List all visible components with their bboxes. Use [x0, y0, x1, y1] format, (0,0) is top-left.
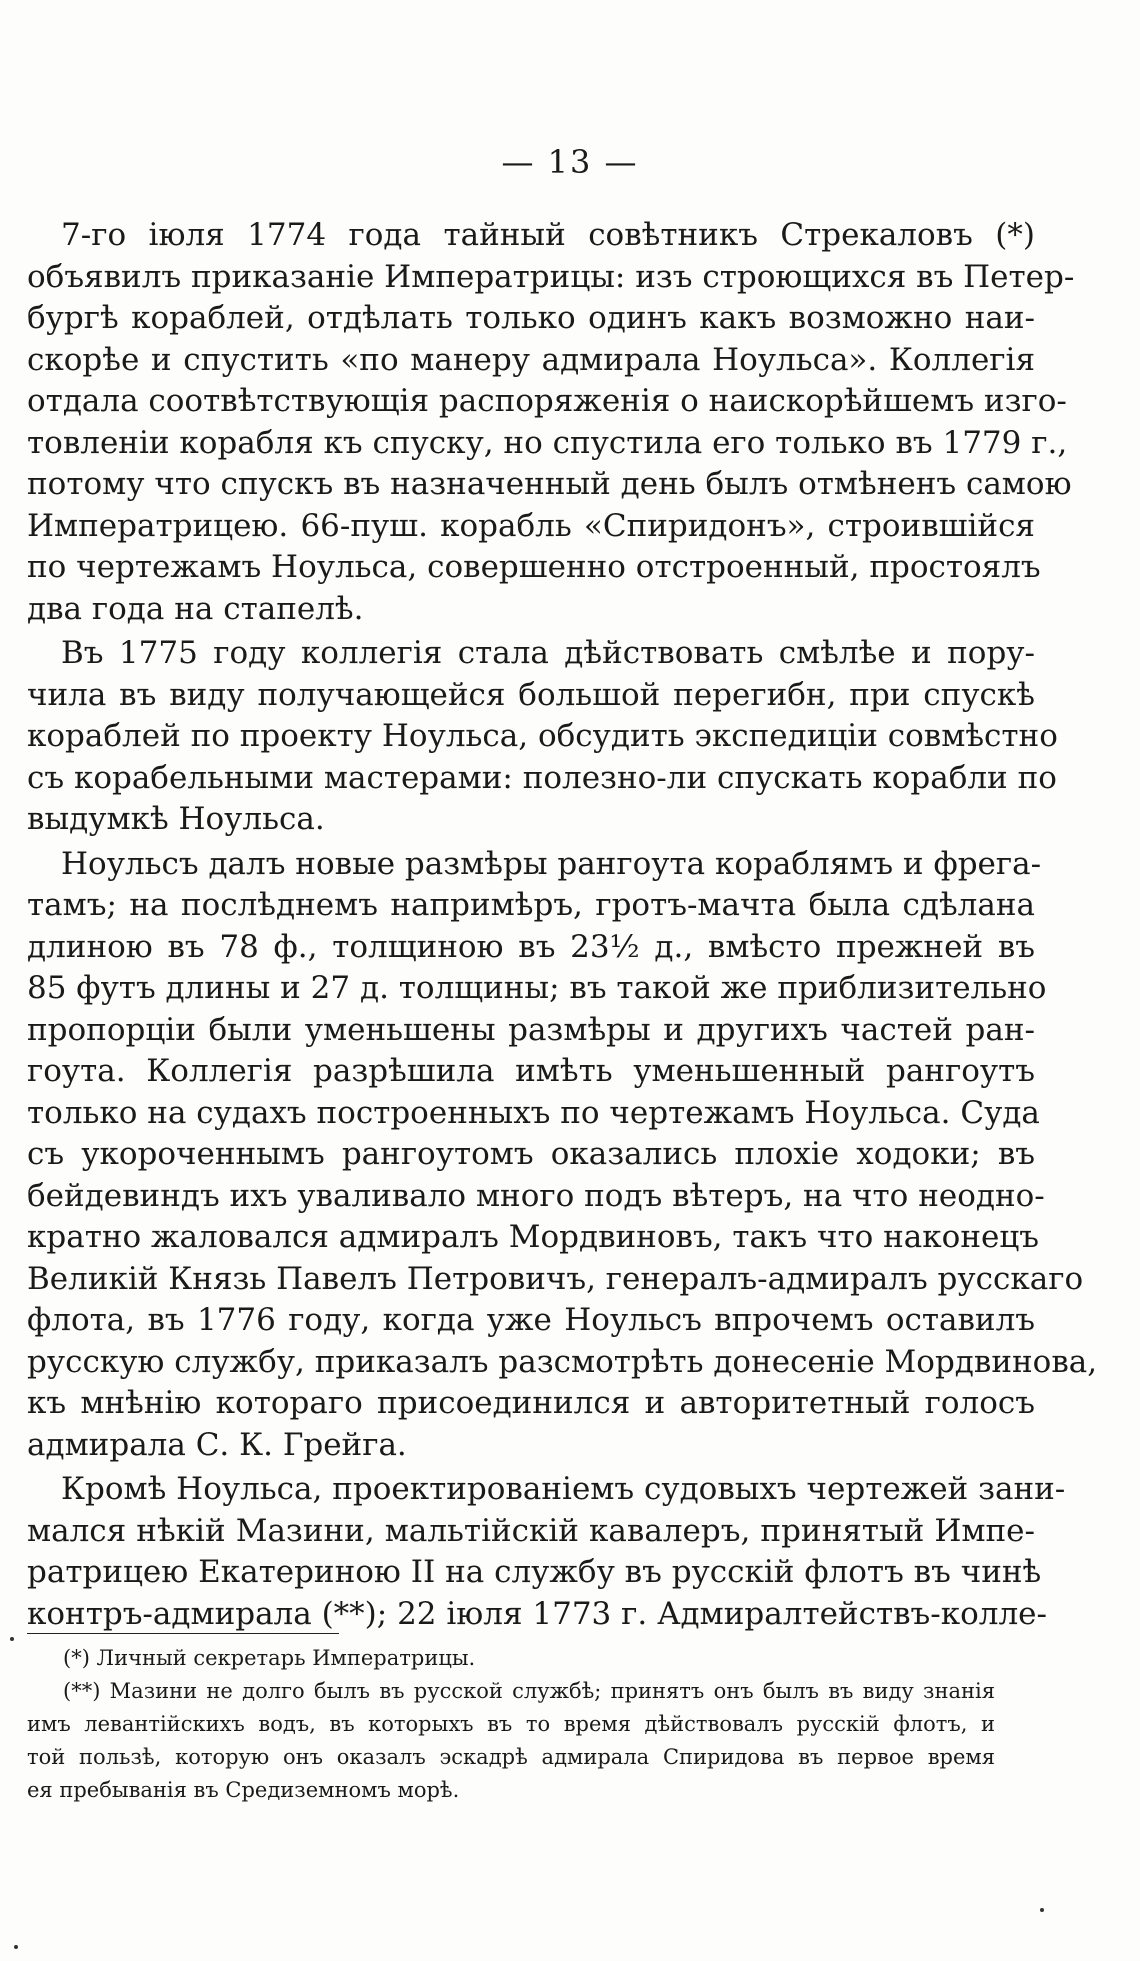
- footnote-line: (**) Мазини не долго былъ въ русской службѣ; принятъ онъ былъ въ виду знанія: [63, 1679, 995, 1703]
- page-number: — 13 —: [501, 143, 639, 181]
- text-line: чила въ виду получающейся большой перегибн, при спускѣ: [27, 676, 1035, 713]
- text-line: пропорціи были уменьшены размѣры и другихъ частей ран-: [27, 1011, 1035, 1048]
- print-speck: [10, 1637, 14, 1641]
- text-line: объявилъ приказаніе Императрицы: изъ строющихся въ Петер-: [27, 258, 1075, 295]
- text-line: Кромѣ Ноульса, проектированіемъ судовыхъ чертежей зани-: [61, 1471, 1066, 1507]
- footnote-line: той пользѣ, которую онъ оказалъ эскадрѣ адмирала Спиридова въ первое время: [27, 1745, 995, 1769]
- footnote: [27, 1642, 995, 1675]
- text-line: два года на стапелѣ.: [27, 590, 364, 627]
- text-line: длиною въ 78 ф., толщиною въ 23½ д., вмѣсто прежней въ: [27, 928, 1035, 965]
- text-line: Великій Князь Павелъ Петровичъ, генералъ-адмиралъ русскаго: [27, 1260, 1084, 1297]
- main-text: [27, 215, 1098, 1635]
- text-line: по чертежамъ Ноульса, совершенно отстроенный, простоялъ: [27, 549, 1041, 585]
- text-line: тамъ; на послѣднемъ напримѣръ, гротъ-мачта была сдѣлана: [27, 887, 1035, 923]
- text-line: выдумкѣ Ноульса.: [27, 801, 325, 837]
- text-line: мался нѣкій Мазини, мальтійскій кавалеръ, принятый Импе-: [27, 1512, 1035, 1549]
- text-line: ратрицею Екатериною II на службу въ русскій флотъ въ чинѣ: [27, 1554, 1042, 1590]
- text-line: Императрицею. 66-пуш. корабль «Спиридонъ», строившійся: [27, 507, 1035, 544]
- text-line: флота, въ 1776 году, когда уже Ноульсъ впрочемъ оставилъ: [27, 1302, 1035, 1338]
- text-line: Въ 1775 году коллегія стала дѣйствовать смѣлѣе и пору-: [61, 635, 1035, 671]
- paragraph: [27, 633, 1058, 841]
- text-line: съ корабельными мастерами: полезно-ли спускать корабли по: [27, 759, 1057, 796]
- text-line: гоута. Коллегія разрѣшила имѣть уменьшенный рангоутъ: [27, 1053, 1035, 1089]
- text-line: Ноульсъ далъ новые размѣры рангоута кораблямъ и фрега-: [61, 845, 1042, 882]
- footnote-line: имъ левантійскихъ водъ, въ которыхъ въ то время дѣйствовалъ русскій флотъ, и: [27, 1712, 995, 1736]
- text-line: только на судахъ построенныхъ по чертежамъ Ноульса. Суда: [27, 1094, 1040, 1131]
- text-line: къ мнѣнію котораго присоединился и авторитетный голосъ: [27, 1385, 1035, 1421]
- footnote-line: ея пребыванія въ Средиземномъ морѣ.: [27, 1778, 460, 1802]
- paragraph: [27, 1469, 1066, 1635]
- text-line: контръ-адмирала (**); 22 іюля 1773 г. Адмиралтействъ-колле-: [27, 1595, 1048, 1632]
- text-line: 85 футъ длины и 27 д. толщины; въ такой же приблизительно: [27, 970, 1047, 1006]
- text-line: 7-го іюля 1774 года тайный совѣтникъ Стрекаловъ (*): [61, 217, 1035, 253]
- paragraph: [27, 215, 1075, 630]
- text-line: кораблей по проекту Ноульса, обсудить экспедиціи совмѣстно: [27, 718, 1058, 754]
- print-speck: [1040, 1908, 1044, 1912]
- text-line: отдала соотвѣтствующія распоряженія о наискорѣйшемъ изго-: [27, 383, 1067, 419]
- text-line: съ укороченнымъ рангоутомъ оказались плохіе ходоки; въ: [27, 1136, 1035, 1172]
- text-line: товленіи корабля къ спуску, но спустила его только въ 1779 г.,: [27, 424, 1068, 461]
- text-line: потому что спускъ въ назначенный день былъ отмѣненъ самою: [27, 466, 1072, 502]
- text-line: бейдевиндъ ихъ уваливало много подъ вѣтеръ, на что неодно-: [27, 1177, 1045, 1214]
- text-line: скорѣе и спустить «по манеру адмирала Ноульса». Коллегія: [27, 341, 1035, 378]
- footnote-separator: [27, 1633, 339, 1634]
- text-line: адмирала С. К. Грейга.: [27, 1426, 407, 1463]
- text-line: русскую службу, приказалъ разсмотрѣть донесеніе Мордвинова,: [27, 1343, 1098, 1380]
- footnote-line: (*) Личный секретарь Императрицы.: [63, 1646, 476, 1670]
- paragraph: [27, 844, 1098, 1467]
- footnote: [27, 1675, 995, 1807]
- footnotes: [27, 1642, 995, 1807]
- print-speck: [14, 1945, 18, 1949]
- text-line: кратно жаловался адмиралъ Мордвиновъ, такъ что наконецъ: [27, 1219, 1039, 1255]
- text-line: бургѣ кораблей, отдѣлать только одинъ какъ возможно наи-: [27, 300, 1035, 336]
